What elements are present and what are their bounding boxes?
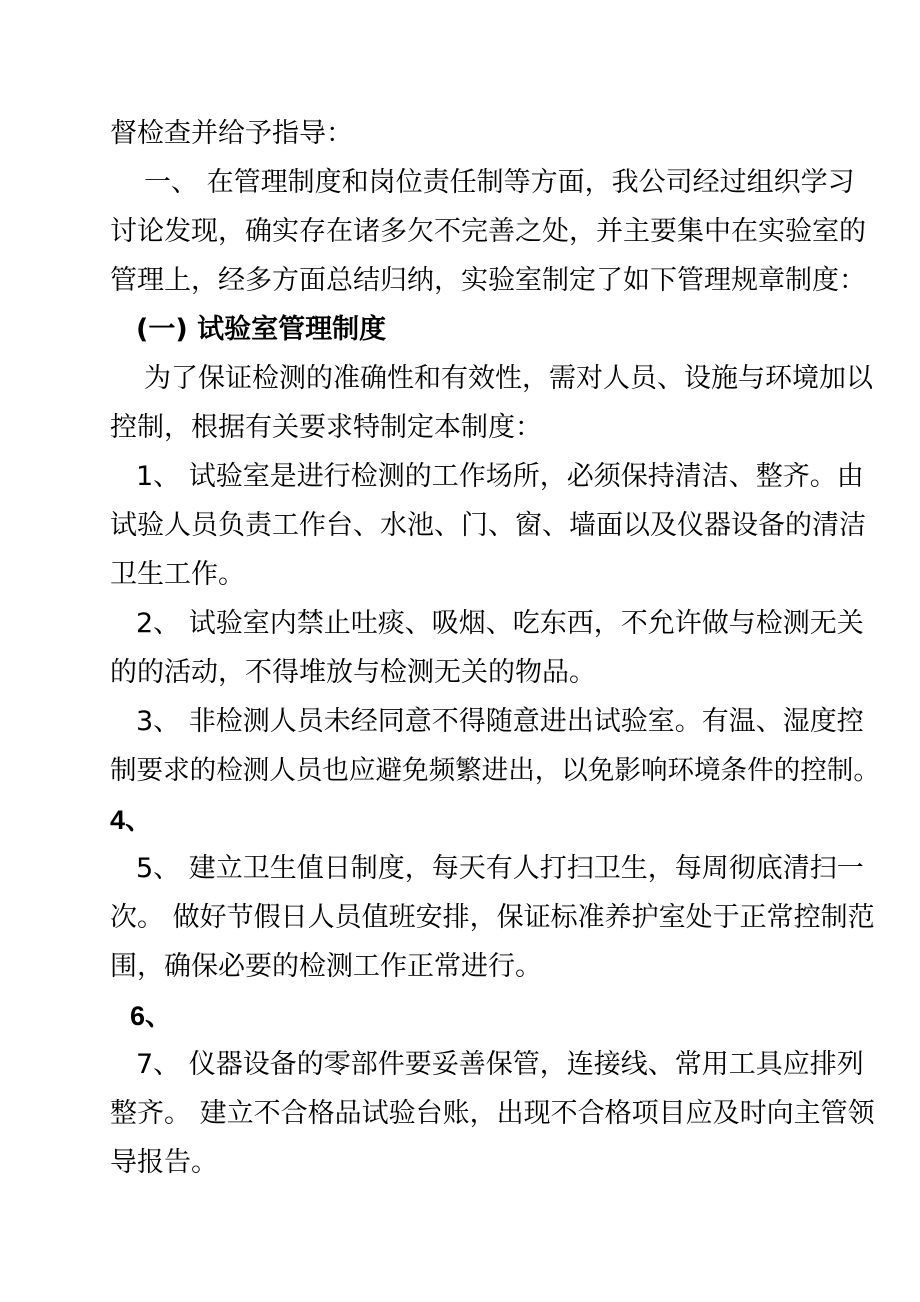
- text-line-4: 管理上，经多方面总结归纳，实验室制定了如下管理规章制度：: [110, 265, 866, 296]
- item-4-line-1: 4、: [110, 805, 153, 835]
- item-3-line-2: 制要求的检测人员也应避免频繁进出，以免影响环境条件的控制。: [110, 755, 880, 786]
- section-heading: (一) 试验室管理制度: [136, 314, 387, 345]
- item-6-line-1: 6、: [130, 1001, 173, 1031]
- item-1-line-2: 试验人员负责工作台、水池、门、窗、墙面以及仪器设备的清洁: [110, 510, 866, 541]
- item-7-line-3: 导报告。: [110, 1147, 218, 1178]
- item-7-line-2: 整齐。 建立不合格品试验台账，出现不合格项目应及时向主管领: [110, 1098, 875, 1129]
- item-1-line-3: 卫生工作。: [110, 559, 245, 590]
- item-5-line-3: 围，确保必要的检测工作正常进行。: [110, 951, 542, 982]
- item-5-line-2: 次。 做好节假日人员值班安排，保证标准养护室处于正常控制范: [110, 902, 875, 933]
- item-1-line-1: 1、 试验室是进行检测的工作场所，必须保持清洁、整齐。由: [136, 461, 864, 492]
- text-line-1: 督检查并给予指导：: [110, 118, 353, 149]
- item-2-line-1: 2、 试验室内禁止吐痰、吸烟、吃东西，不允许做与检测无关: [136, 608, 864, 639]
- text-line-7: 控制，根据有关要求特制定本制度：: [110, 412, 542, 443]
- item-3-line-1: 3、 非检测人员未经同意不得随意进出试验室。有温、湿度控: [136, 706, 864, 737]
- text-line-2: 一、 在管理制度和岗位责任制等方面，我公司经过组织学习: [144, 167, 855, 198]
- item-2-line-2: 的的活动，不得堆放与检测无关的物品。: [110, 657, 596, 688]
- item-5-line-1: 5、 建立卫生值日制度，每天有人打扫卫生，每周彻底清扫一: [136, 853, 864, 884]
- text-line-3: 讨论发现，确实存在诸多欠不完善之处，并主要集中在实验室的: [110, 216, 866, 247]
- text-line-6: 为了保证检测的准确性和有效性，需对人员、设施与环境加以: [144, 363, 873, 394]
- item-7-line-1: 7、 仪器设备的零部件要妥善保管，连接线、常用工具应排列: [136, 1049, 864, 1080]
